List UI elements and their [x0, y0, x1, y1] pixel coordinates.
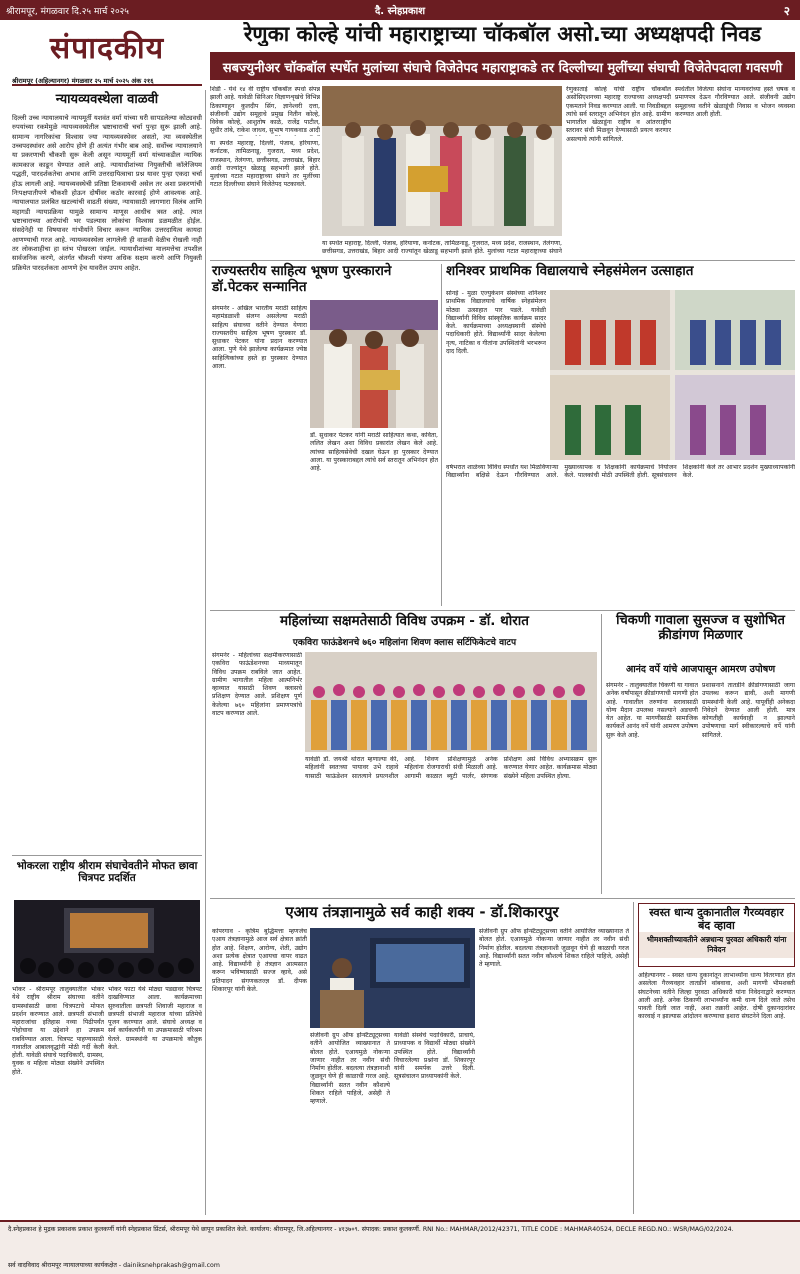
shanishwar-photo: [550, 290, 795, 460]
lead-body-1b: या स्पर्धेत महाराष्ट्र, दिल्ली, पंजाब, हरियाणा, कर्नाटक, तामिळनाडू, गुजरात, मध्य प्रदेश, राजस्थान, तेलंगणा, छत्तीसगड, उत्तराखंड, बिहार आदी राज्यांतून खेळाडू सहभागी झाले होते. मुलांच्या गटात महाराष्ट्राच्या संघाने तर मुलींच्या गटात दिल्लीच्या संघाने विजेतेपद पटकावले.: [210, 140, 320, 189]
ai-body: कोपरगाव - कृत्रिम बुद्धिमत्ता म्हणजेच एआय तंत्रज्ञानामुळे आज सर्व क्षेत्रात क्रांती होत आहे. शिक्षण, आरोग्य, शेती, उद्योग अशा प्रत्येक क्षेत्रात एआयचा वापर वाढत आहे. विद्यार्थ्यांनी हे तंत्रज्ञान आत्मसात करून भविष्यासाठी सज्ज व्हावे, असे प्रतिपादन संगणकतज्ज्ञ डॉ. दीपक शिकारपूर यांनी केले.: [212, 928, 307, 993]
ai-body-3: यावेळी संस्थेचे पदाधिकारी, प्राचार्य, प्राध्यापक व विद्यार्थी मोठ्या संख्येने उपस्थित होते. विद्यार्थ्यांनी विचारलेल्या प्रश्नांना डॉ. शिकारपूर यांनी समर्पक उत्तरे दिली. सूत्रसंचालन प्राध्यापकांनी केले.: [394, 1032, 475, 1081]
lead-body-2: या स्पर्धेत महाराष्ट्र, दिल्ली, पंजाब, हरियाणा, कर्नाटक, तामिळनाडू, गुजरात, मध्य प्रदेश, राजस्थान, तेलंगणा, छत्तीसगड, उत्तराखंड, बिहार आदी राज्यांतून खेळाडू सहभागी झाले होते. मुलांच्या गटात महाराष्ट्राच्या संघाने: [322, 240, 562, 256]
shanishwar-headline: शनिश्वर प्राथमिक विद्यालयाचे स्नेहसंमेलन उत्साहात: [446, 263, 694, 279]
column-rule: [633, 902, 634, 1214]
mahila-photo: [305, 652, 597, 752]
masthead-title: संपादकीय: [49, 31, 165, 66]
sahitya-photo: [310, 300, 438, 428]
lead-subhead: सबज्युनीअर चॉकबॉल स्पर्धेत मुलांच्या संघाचे विजेतेपद महाराष्ट्राकडे तर दिल्लीच्या मुलींच्या संघाची विजेतेपदाला गवसणी: [210, 52, 795, 80]
imprint-line: दै.स्नेहप्रकाश हे मुद्रक प्रकाशक प्रकाश कुलकर्णी यांनी स्नेहप्रकाश प्रिंटर्स, श्रीरामपूर येथे छापून प्रकाशित केले. कार्यालय: श्रीरामपूर, जि.अहिल्यानगर - ४१३७०९. संपादक: प्रकाश कुलकर्णी. RNI No.: MAHMAR/2012/42371, TITLE CODE : MAHMAR40524, DECLE REGD.NO.: WSR/MAG/02/2024.: [8, 1226, 734, 1233]
paper-name: दै. स्नेहप्रकाश: [374, 6, 426, 17]
column-rule: [441, 264, 442, 606]
shanishwar-body: सोनई - मुळा एज्युकेशन संस्थेच्या शनिश्वर प्राथमिक विद्यालयाचे वार्षिक स्नेहसंमेलन मोठ्या उत्साहात पार पडले. यावेळी विद्यार्थ्यांनी विविध सांस्कृतिक कार्यक्रम सादर केले. कार्यक्रमाच्या अध्यक्षस्थानी संस्थेचे पदाधिकारी होते. विद्यार्थ्यांनी सादर केलेल्या नृत्य, नाटिका व गीतांना उपस्थितांनी भरभरून दाद दिली.: [446, 290, 546, 355]
lead-headline: रेणुका कोल्हे यांची महाराष्ट्राच्या चॉकबॉल असो.च्या अध्यक्षपदी निवड: [243, 22, 762, 46]
ai-body-2: संजीवनी ग्रुप ऑफ इन्स्टिट्यूट्सच्या वतीने आयोजित व्याख्यानात ते बोलत होते. एआयमुळे नोकऱ्या जाणार नाहीत तर नवीन संधी निर्माण होतील. बदलत्या तंत्रज्ञानाशी जुळवून घेणे ही काळाची गरज आहे. विद्यार्थ्यांनी सतत नवीन कौशल्ये शिकत राहिले पाहिजे, असेही ते म्हणाले.: [310, 1032, 390, 1105]
chikni-subhead: आनंद वर्पे यांचे आजपासून आमरण उपोषण: [625, 664, 776, 675]
divider: [12, 855, 202, 856]
dhanya-headline-box: [638, 903, 795, 967]
editorial-headline: न्यायव्यवस्थेला वाळवी: [55, 92, 159, 107]
chikni-body-2: प्रशासनाने तातडीने क्रीडांगणासाठी जागा उपलब्ध करून द्यावी, अशी मागणी ग्रामस्थांनी केली आहे. यापूर्वीही अनेकदा निवेदने देण्यात आली होती. मात्र कोणतीही कार्यवाही न झाल्याने उपोषणाचा मार्ग स्वीकारल्याचे वर्पे यांनी सांगितले.: [702, 682, 795, 739]
page-number: २: [783, 4, 790, 18]
sahitya-headline: राज्यस्तरीय साहित्य भूषण पुरस्काराने डॉ.पेटकर सन्मानित: [212, 263, 392, 295]
masthead-subline: श्रीरामपूर (अहिल्यानगर) मंगळवार २५ मार्च २०२५ अंक २१६: [12, 77, 154, 85]
ai-photo: [310, 928, 475, 1028]
column-rule: [205, 90, 206, 1215]
imprint-footer: [0, 1220, 800, 1274]
imprint-contact: सर्व वादविवाद श्रीरामपूर न्यायालयाच्या कार्यकक्षेत - dainiksnehprakash@gmail.com: [8, 1262, 220, 1269]
divider: [210, 610, 795, 611]
chitrapat-photo: [14, 900, 200, 982]
top-bar: [0, 0, 800, 20]
mahila-body-2: यावेळी डॉ. जयश्री थोरात म्हणाल्या की, महिलांनी स्वतःच्या पायावर उभे राहावे यासाठी फाऊंडेशन सातत्याने प्रयत्नशील आहे. शिवण प्रशिक्षणामुळे अनेक महिलांना रोजगाराची संधी मिळाली आहे. आगामी काळात ब्युटी पार्लर, संगणक प्रशिक्षण असे विविध अभ्यासक्रम सुरू करण्यात येणार आहेत. कार्यक्रमास मोठ्या संख्येने महिला उपस्थित होत्या.: [305, 756, 597, 780]
sahitya-body: संगमनेर - अखिल भारतीय मराठी साहित्य महामंडळाशी संलग्न असलेल्या मराठी साहित्य संघाच्या वतीने देण्यात येणारा राज्यस्तरीय साहित्य भूषण पुरस्कार डॉ. सुधाकर पेटकर यांना प्रदान करण्यात आला. पुणे येथे झालेल्या कार्यक्रमात ज्येष्ठ साहित्यिकांच्या हस्ते हा पुरस्कार देण्यात आला.: [212, 305, 307, 370]
chikni-body: संगमनेर - तालुक्यातील चिकणी या गावात अनेक वर्षांपासून क्रीडांगणाची मागणी होत आहे. गावातील तरुणांना सरावासाठी योग्य मैदान उपलब्ध नसल्याने अडचणी येत आहेत. या मागणीसाठी सामाजिक कार्यकर्ते आनंद वर्पे यांनी आमरण उपोषण सुरू केले आहे.: [606, 682, 698, 739]
lead-body-4: स्पर्धेतील विजेत्या संघांना मान्यवरांच्या हस्ते चषक व प्रमाणपत्र देऊन गौरविण्यात आले. संजीवनी उद्योग समूहाच्या वतीने खेळाडूंची निवास व भोजन व्यवस्था करण्यात आली होती.: [675, 86, 795, 118]
chitrapat-body: भोकर - श्रीरामपूर तालुक्यातील भोकर येथे राष्ट्रीय श्रीराम संघाच्या वतीने ग्रामस्थांसाठी छावा चित्रपटाचे मोफत प्रदर्शन करण्यात आले. छत्रपती संभाजी महाराजांचा इतिहास नव्या पिढीपर्यंत पोहोचावा या उद्देशाने हा उपक्रम राबविण्यात आला. चित्रपट पाहण्यासाठी गावातील आबालवृद्धांनी मोठी गर्दी केली होती. यावेळी संघाचे पदाधिकारी, ग्रामस्थ, युवक व महिला मोठ्या संख्येने उपस्थित होते.: [12, 986, 104, 1076]
mahila-headline: महिलांच्या सक्षमतेसाठी विविध उपक्रम - डॉ. थोरात: [280, 613, 529, 629]
dhanya-headline: स्वस्त धान्य दुकानातील गैरव्यवहार बंद व्हावा: [649, 906, 784, 932]
chitrapat-headline: भोकरला राष्ट्रीय श्रीराम संघाचेवतीने मोफत छावा चित्रपट प्रदर्शित: [16, 860, 198, 885]
editorial-body: दिल्ली उच्च न्यायालयाचे न्यायमूर्ती यशवंत वर्मा यांच्या घरी सापडलेल्या कोट्यवधी रुपयांच्या रकमेमुळे न्यायव्यवस्थेतील भ्रष्टाचाराची चर्चा पुन्हा सुरू झाली आहे. सामान्य नागरिकांचा विश्वास ज्या न्यायव्यवस्थेवर असतो, त्या व्यवस्थेतील उच्चपदस्थांवर असे आरोप होणे ही अत्यंत गंभीर बाब आहे. सर्वोच्च न्यायालयाने या प्रकरणाची चौकशी सुरू केली असून न्यायमूर्ती वर्मा यांच्याकडील न्यायिक कामकाज काढून घेण्यात आले आहे. न्यायाधीशांच्या नियुक्तीची कॉलेजियम पद्धती, पारदर्शकतेचा अभाव आणि उत्तरदायित्वाचा प्रश्न यावर पुन्हा एकदा चर्चा होऊ लागली आहे. न्यायव्यवस्थेची प्रतिष्ठा टिकवायची असेल तर अशा प्रकरणांची निःपक्षपातीपणे चौकशी होऊन दोषींवर कठोर कारवाई होणे आवश्यक आहे. न्यायालयात प्रलंबित खटल्यांची वाढती संख्या, न्यायासाठी लागणारा विलंब आणि महागडी न्यायप्रक्रिया यामुळे सामान्य माणूस आधीच त्रस्त आहे. त्यात भ्रष्टाचाराच्या आरोपांची भर पडल्यास लोकांचा विश्वास डळमळीत होईल. संसदेनेही या विषयावर गांभीर्याने विचार करून न्यायिक उत्तरदायित्व कायदा आणण्याची गरज आहे. न्यायव्यवस्थेला लागलेली ही वाळवी वेळीच रोखली नाही तर लोकशाहीचा हा स्तंभ पोखरला जाईल. न्यायाधीशांच्या मालमत्तेचा तपशील सार्वजनिक करणे, अंतर्गत चौकशी यंत्रणा अधिक सक्षम करणे आणि नियुक्ती प्रक्रियेत पारदर्शकता आणणे हेच यावरील उपाय आहेत.: [12, 114, 202, 272]
dhanya-body: अहिल्यानगर - स्वस्त धान्य दुकानांतून लाभार्थ्यांना धान्य वितरणात होत असलेला गैरव्यवहार तातडीने थांबवावा, अशी मागणी भीमशक्ती संघटनेच्या वतीने जिल्हा पुरवठा अधिकारी यांना निवेदनाद्वारे करण्यात आली आहे. अनेक ठिकाणी लाभार्थ्यांना कमी धान्य दिले जाते तसेच पावती दिली जात नाही, अशा तक्रारी आहेत. दोषी दुकानदारांवर कारवाई न झाल्यास आंदोलन करण्याचा इशारा संघटनेने दिला आहे.: [638, 972, 795, 1021]
mahila-body: संगमनेर - महिलांच्या सक्षमीकरणासाठी एकविरा फाऊंडेशनच्या माध्यमातून विविध उपक्रम राबविले जात आहेत. ग्रामीण भागातील महिला आत्मनिर्भर व्हाव्यात यासाठी शिवण क्लासचे प्रशिक्षण देण्यात आले. प्रशिक्षण पूर्ण केलेल्या ७६० महिलांना प्रमाणपत्रांचे वाटप करण्यात आले.: [212, 652, 302, 717]
lead-body-1: शिर्डी - येथे १४ वी राष्ट्रीय चॉकबॉल स्पर्धा संपन्न झाली आहे. यावेळी सिनिअर विज्ञाणशृखंचे विभिन्न ठिकाणाहून कुलदीप सिंग, ज्ञानेश्वरी दत्ता, संजीवनी उद्योग समूहाचे प्रमुख नितीन कोल्हे, विवेक कोल्हे, आशुतोष काळे, राजेंद्र पाटील, सुधीर तांबे, राकेश जाधव, सुभाष गायकवाड आदी: [210, 86, 320, 135]
dhanya-subhead: भीमशक्तीच्यावतीने अन्नधान्य पुरवठा अधिकारी यांना निवेदन: [639, 932, 794, 958]
date-line: श्रीरामपूर, मंगळवार दि.२५ मार्च २०२५: [6, 7, 129, 17]
column-rule: [601, 614, 602, 894]
editorial-masthead: [12, 24, 202, 86]
lead-body-3: रेणुकाताई कोल्हे यांची राष्ट्रीय चॉकबॉल असोसिएशनच्या महाराष्ट्र राज्याच्या अध्यक्षपदी एकमताने निवड करण्यात आली. या निवडीबद्दल त्यांचे सर्व स्तरातून अभिनंदन होत आहे. ग्रामीण भागातील खेळाडूंना राष्ट्रीय व आंतरराष्ट्रीय स्तरावर संधी मिळवून देण्यासाठी प्रयत्न करणार असल्याचे त्यांनी सांगितले.: [566, 86, 671, 143]
chitrapat-body-2: भोकर फाटा येथे मोठ्या पडद्यावर चित्रपट दाखविण्यात आला. कार्यक्रमाच्या सुरुवातीला छत्रपती शिवाजी महाराज व छत्रपती संभाजी महाराज यांच्या प्रतिमेचे पूजन करण्यात आले. संघाचे अध्यक्ष व सर्व कार्यकर्त्यांनी या उपक्रमासाठी परिश्रम घेतले. ग्रामस्थांनी या उपक्रमाचे कौतुक केले.: [108, 986, 202, 1051]
sahitya-body-2: डॉ. सुधाकर पेटकर यांनी मराठी साहित्यात कथा, कविता, ललित लेखन अशा विविध प्रकारांत लेखन केले आहे. त्यांच्या साहित्यसेवेची दखल घेऊन हा पुरस्कार देण्यात आला. या पुरस्काराबद्दल त्यांचे सर्व स्तरातून अभिनंदन होत आहे.: [310, 432, 438, 472]
divider: [210, 260, 795, 261]
lead-photo: [322, 86, 562, 236]
chikni-headline: चिकणी गावाला सुसज्ज व सुशोभित क्रीडांगण मिळणार: [616, 613, 785, 643]
ai-headline: एआय तंत्रज्ञानामुळे सर्व काही शक्य - डॉ.शिकारपुर: [285, 903, 559, 921]
divider: [210, 898, 795, 899]
mahila-subhead: एकविरा फाऊंडेशनचे ७६० महिलांना शिवण क्लास सर्टिफिकेटचे वाटप: [292, 638, 517, 648]
ai-body-4: संजीवनी ग्रुप ऑफ इन्स्टिट्यूट्सच्या वतीने आयोजित व्याख्यानात ते बोलत होते. एआयमुळे नोकऱ्या जाणार नाहीत तर नवीन संधी निर्माण होतील. बदलत्या तंत्रज्ञानाशी जुळवून घेणे ही काळाची गरज आहे. विद्यार्थ्यांनी सतत नवीन कौशल्ये शिकत राहिले पाहिजे, असेही ते म्हणाले.: [479, 928, 629, 968]
shanishwar-body-2: वर्षभरात शाळेच्या विविध स्पर्धांत यश मिळविणाऱ्या विद्यार्थ्यांना बक्षिसे देऊन गौरविण्यात आले. मुख्याध्यापक व शिक्षकांनी कार्यक्रमाचे नियोजन केले. पालकांची मोठी उपस्थिती होती. सूत्रसंचालन शिक्षकांनी केले तर आभार प्रदर्शन मुख्याध्यापकांनी केले.: [446, 464, 795, 480]
